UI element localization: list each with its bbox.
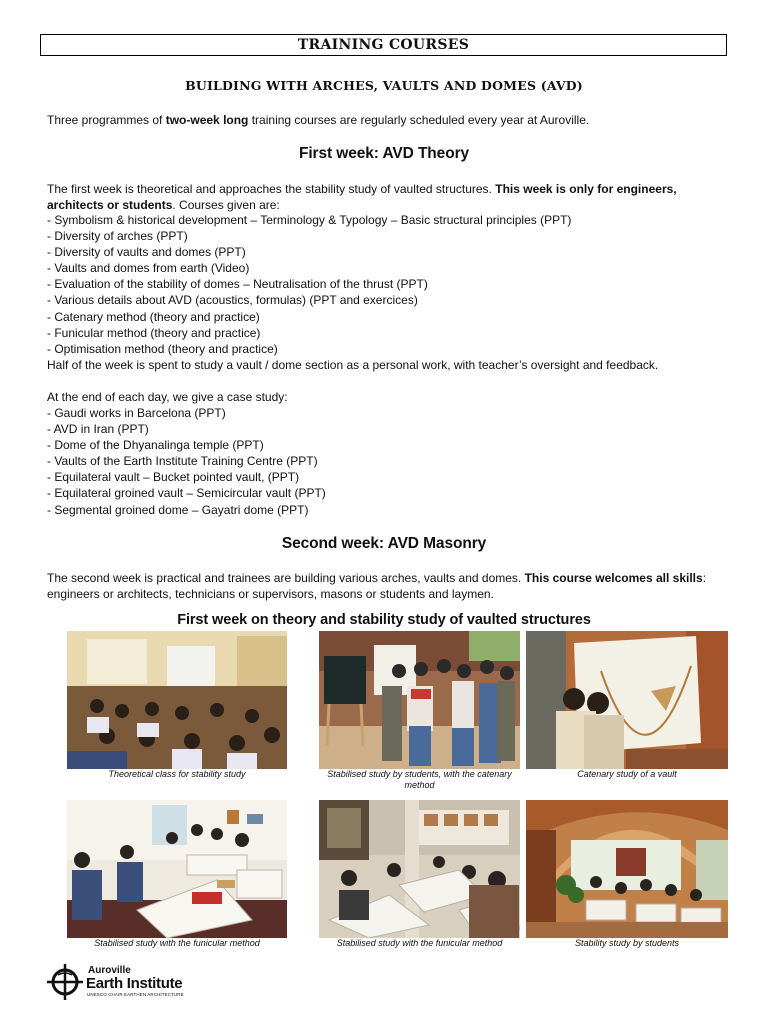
course-subtitle: BUILDING WITH ARCHES, VAULTS AND DOMES (AVD)	[185, 78, 583, 93]
course-list-item: - Catenary method (theory and practice)	[47, 309, 260, 324]
week2-description	[47, 570, 727, 602]
photo-funicular-2	[319, 800, 520, 938]
course-list-item: - Optimisation method (theory and practice)	[47, 341, 278, 356]
intro-text-pre: Three programmes of	[47, 113, 166, 127]
intro-text-bold: two-week long	[165, 113, 249, 127]
page-title: TRAINING COURSES	[40, 34, 727, 56]
photo-catenary-students	[319, 631, 520, 769]
intro-text-post: training courses are regularly scheduled every year at Auroville.	[248, 113, 590, 127]
case-study-item: - Gaudi works in Barcelona (PPT)	[47, 406, 226, 420]
caption-4: Stabilised study with the funicular method	[94, 938, 260, 948]
week1-course-list	[47, 212, 737, 373]
photo-funicular-1	[67, 800, 287, 938]
case-study-intro: At the end of each day, we give a case study:	[47, 390, 288, 404]
intro-paragraph	[47, 112, 737, 128]
photo-catenary-vault	[526, 631, 728, 769]
course-list-item: - Symbolism & historical development – Terminology & Typology – Basic structural principles (PPT)	[47, 213, 572, 227]
globe-logo-icon	[46, 963, 84, 1001]
logo-line-3: UNESCO CHAIR EARTHEN ARCHITECTURE	[87, 992, 184, 997]
week1-heading: First week: AVD Theory	[298, 145, 470, 162]
photo-stability-students	[526, 800, 728, 938]
earth-institute-logo	[46, 963, 206, 1003]
case-study-item: - Segmental groined dome – Gayatri dome (PPT)	[47, 502, 309, 517]
caption-3: Catenary study of a vault	[577, 769, 677, 779]
week1-desc-post: . Courses given are:	[172, 198, 280, 212]
case-study-item: - AVD in Iran (PPT)	[47, 422, 149, 437]
case-study-item: - Vaults of the Earth Institute Training Centre (PPT)	[47, 454, 318, 469]
course-list-item: - Funicular method (theory and practice)	[47, 325, 261, 340]
gallery-heading: First week on theory and stability study of vaulted structures	[177, 612, 591, 628]
photo-theoretical-class	[67, 631, 287, 769]
week1-desc-pre: The first week is theoretical and approaches the stability study of vaulted structures.	[47, 182, 496, 196]
case-study-item: - Equilateral vault – Bucket pointed vault, (PPT)	[47, 470, 300, 485]
logo-line-1: Auroville	[88, 965, 131, 976]
caption-2: Stabilised study by students, with the catenary method	[327, 769, 512, 790]
week1-description	[47, 181, 707, 213]
week2-desc-pre: The second week is practical and trainees are building various arches, vaults and domes.	[47, 571, 525, 585]
case-study-item: - Dome of the Dhyanalinga temple (PPT)	[47, 438, 264, 453]
caption-5: Stabilised study with the funicular method	[336, 938, 503, 948]
course-list-item: - Diversity of vaults and domes (PPT)	[47, 245, 246, 260]
caption-6: Stability study by students	[574, 938, 680, 948]
case-study-block	[47, 389, 737, 518]
week2-desc-bold: This course welcomes all skills	[524, 571, 703, 585]
course-list-item: - Diversity of arches (PPT)	[47, 229, 188, 244]
course-list-item: - Vaults and domes from earth (Video)	[47, 261, 250, 276]
half-week-note: Half of the week is spent to study a vault / dome section as a personal work, with teacher’s oversight and feedback.	[47, 357, 659, 372]
week2-desc-post: : engineers or architects, technicians or supervisors, masons or students and laymen.	[47, 571, 707, 601]
course-list-item: - Various details about AVD (acoustics, formulas) (PPT and exercices)	[47, 293, 418, 308]
week2-heading: Second week: AVD Masonry	[281, 535, 487, 552]
logo-line-2: Earth Institute	[86, 975, 183, 992]
week1-desc-bold: This week is only for engineers, architects or students	[47, 182, 677, 212]
caption-1: Theoretical class for stability study	[108, 769, 246, 779]
course-list-item: - Evaluation of the stability of domes – Neutralisation of the thrust (PPT)	[47, 277, 428, 292]
case-study-item: - Equilateral groined vault – Semicircular vault (PPT)	[47, 486, 326, 501]
